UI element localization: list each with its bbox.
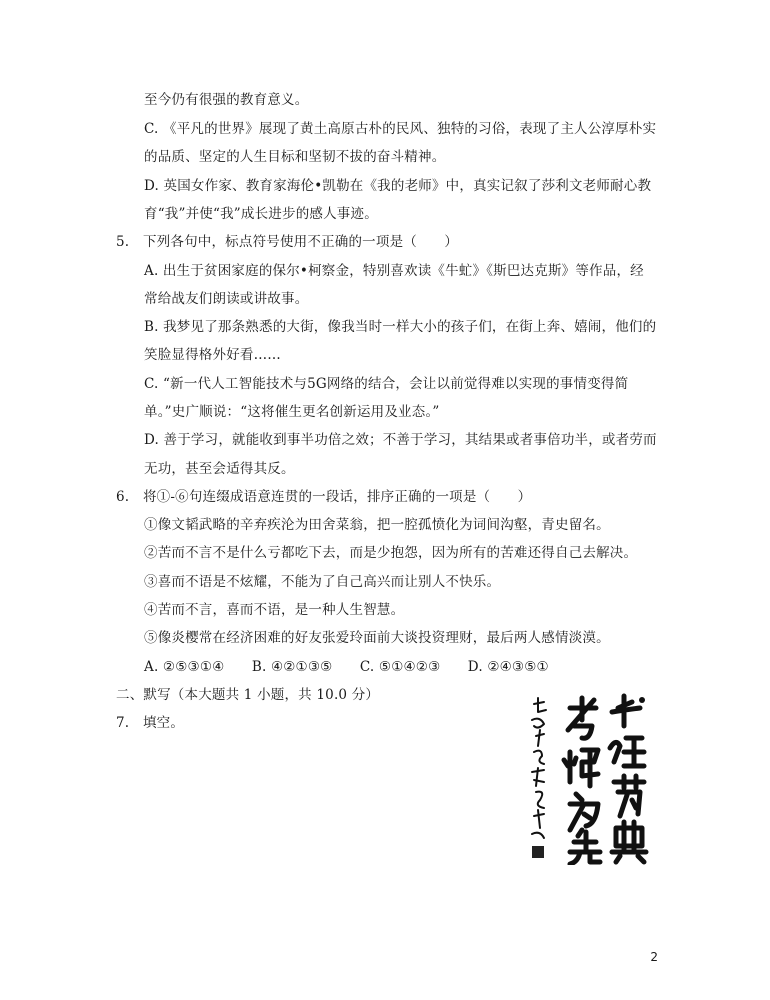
text-line: ②苦而不言不是什么亏都吃下去，而是少抱怨，因为所有的苦难还得自己去解决。 [144, 545, 638, 561]
text-line: C. 《平凡的世界》展现了黄土高原古朴的民风、独特的习俗，表现了主人公淳厚朴实 [144, 121, 657, 137]
text-line: D. 善于学习，就能收到事半功倍之效；不善于学习，其结果或者事倍功半，或者劳而 [144, 432, 657, 448]
text-line: 常给战友们朗读或讲故事。 [144, 291, 309, 307]
section-heading: 二、默写（本大题共 1 小题，共 10.0 分） [116, 687, 380, 703]
question-7: 7. 填空。 [116, 715, 185, 731]
text-line: 育“我”并使“我”成长进步的感人事迹。 [144, 206, 378, 222]
text-line: ③喜而不语是不炫耀，不能为了自己高兴而让别人不快乐。 [144, 574, 501, 590]
text-line: B. 我梦见了那条熟悉的大街，像我当时一样大小的孩子们，在街上奔、嬉闹，他们的 [144, 319, 657, 335]
text-line: 至今仍有很强的教育意义。 [144, 92, 309, 108]
text-line: ④苦而不言，喜而不语，是一种人生智慧。 [144, 602, 405, 618]
text-line: ⑤像炎樱常在经济困难的好友张爱玲面前大谈投资理财，最后两人感情淡漠。 [144, 630, 610, 646]
text-line: 无功，甚至会适得其反。 [144, 461, 295, 477]
answer-options: A. ②⑤③①④ B. ④②①③⑤ C. ⑤①④②③ D. ②④③⑤① [144, 659, 549, 675]
text-line: A. 出生于贫困家庭的保尔•柯察金，特别喜欢读《牛虻》《斯巴达克斯》等作品，经 [144, 263, 644, 279]
text-line: C. “新一代人工智能技术与5G网络的结合，会让以前觉得难以实现的事情变得简 [144, 376, 629, 392]
question-5: 5. 下列各句中，标点符号使用不正确的一项是（ ） [116, 234, 459, 250]
calligraphy-image [520, 690, 660, 865]
text-line: 的品质、坚定的人生目标和坚韧不拔的奋斗精神。 [144, 149, 446, 165]
text-line: ①像文韬武略的辛弃疾沦为田舍菜翁，把一腔孤愤化为词间沟壑，青史留名。 [144, 517, 610, 533]
text-line: D. 英国女作家、教育家海伦•凯勒在《我的老师》中，真实记叙了莎利文老师耐心教 [144, 178, 652, 194]
page-number: 2 [650, 950, 658, 964]
question-6: 6. 将①-⑥句连缀成语意连贯的一段话，排序正确的一项是（ ） [116, 489, 532, 505]
text-line: 单。”史广顺说：“这将催生更名创新运用及业态。” [144, 404, 440, 420]
text-line: 笑脸显得格外好看…… [144, 347, 281, 363]
